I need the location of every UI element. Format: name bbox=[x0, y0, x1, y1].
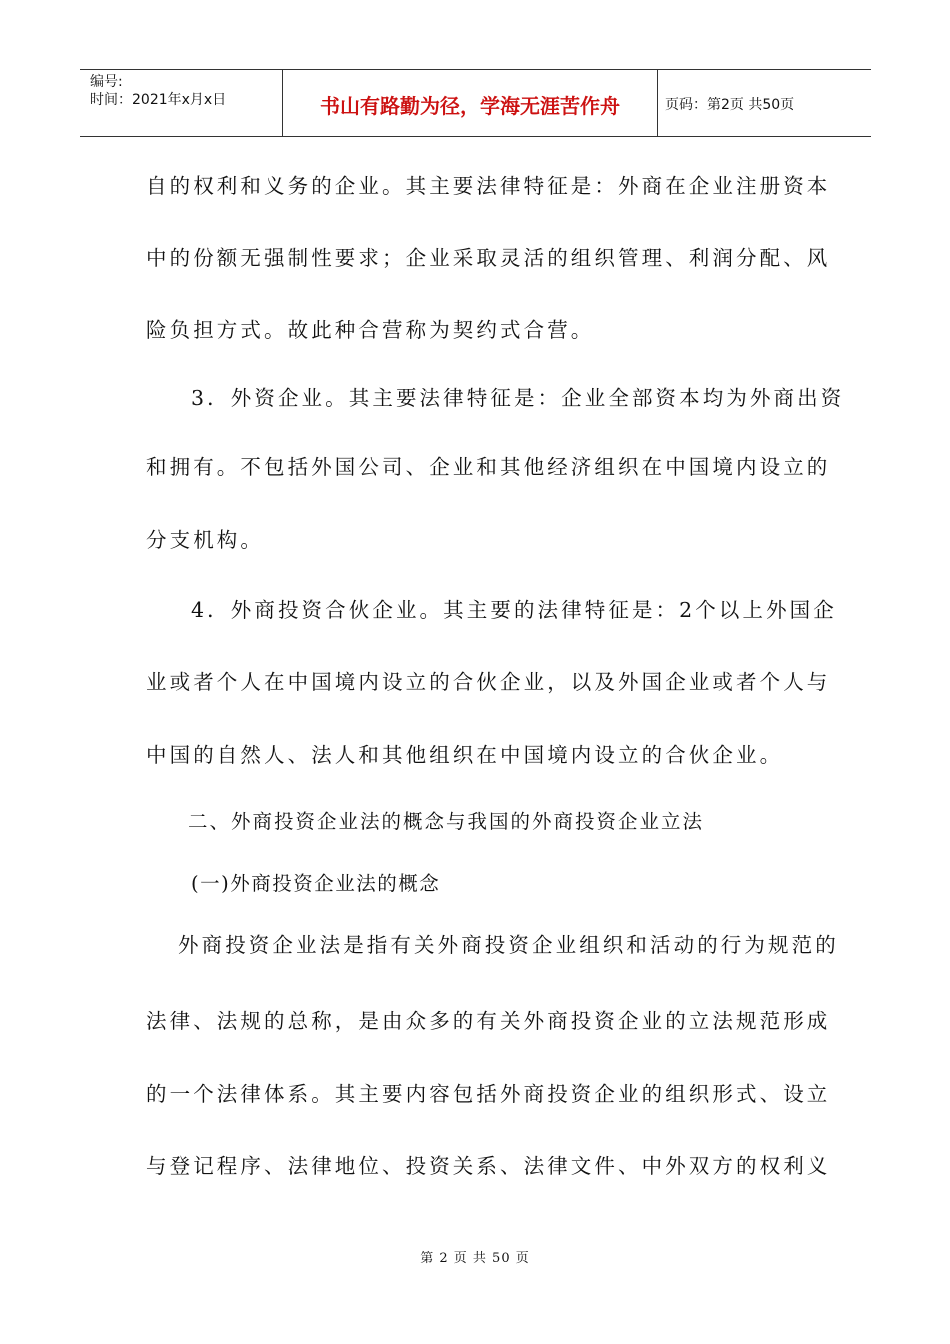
body-line: 业或者个人在中国境内设立的合伙企业，以及外国企业或者个人与 bbox=[146, 670, 831, 694]
header-motto: 书山有路勤为径，学海无涯苦作舟 bbox=[283, 70, 658, 136]
body-line: 外商投资企业法是指有关外商投资企业组织和活动的行为规范的 bbox=[178, 933, 839, 957]
body-line: 分支机构。 bbox=[146, 528, 264, 552]
page-header bbox=[80, 69, 871, 137]
header-page-info: 页码：第2页 共50页 bbox=[665, 97, 795, 113]
body-line: 3．外资企业。其主要法律特征是：企业全部资本均为外商出资 bbox=[191, 386, 845, 410]
body-line: 中的份额无强制性要求；企业采取灵活的组织管理、利润分配、风 bbox=[146, 246, 831, 270]
document-date: 时间：2021年x月x日 bbox=[90, 92, 227, 108]
document-number-label: 编号: bbox=[90, 74, 123, 90]
body-line: 险负担方式。故此种合营称为契约式合营。 bbox=[146, 318, 595, 342]
section-heading: 二、外商投资企业法的概念与我国的外商投资企业立法 bbox=[188, 810, 705, 833]
body-line: 和拥有。不包括外国公司、企业和其他经济组织在中国境内设立的 bbox=[146, 455, 831, 479]
body-line: 与登记程序、法律地位、投资关系、法律文件、中外双方的权利义 bbox=[146, 1154, 831, 1178]
body-line: 法律、法规的总称，是由众多的有关外商投资企业的立法规范形成 bbox=[146, 1009, 831, 1033]
page-footer: 第 2 页 共 50 页 bbox=[420, 1251, 530, 1266]
body-line: 的一个法律体系。其主要内容包括外商投资企业的组织形式、设立 bbox=[146, 1082, 831, 1106]
body-line: 自的权利和义务的企业。其主要法律特征是：外商在企业注册资本 bbox=[146, 174, 831, 198]
body-line: 中国的自然人、法人和其他组织在中国境内设立的合伙企业。 bbox=[146, 743, 784, 767]
header-meta bbox=[80, 70, 283, 136]
body-line: 4．外商投资合伙企业。其主要的法律特征是：2个以上外国企 bbox=[191, 598, 837, 622]
subsection-heading: (一)外商投资企业法的概念 bbox=[191, 872, 441, 895]
